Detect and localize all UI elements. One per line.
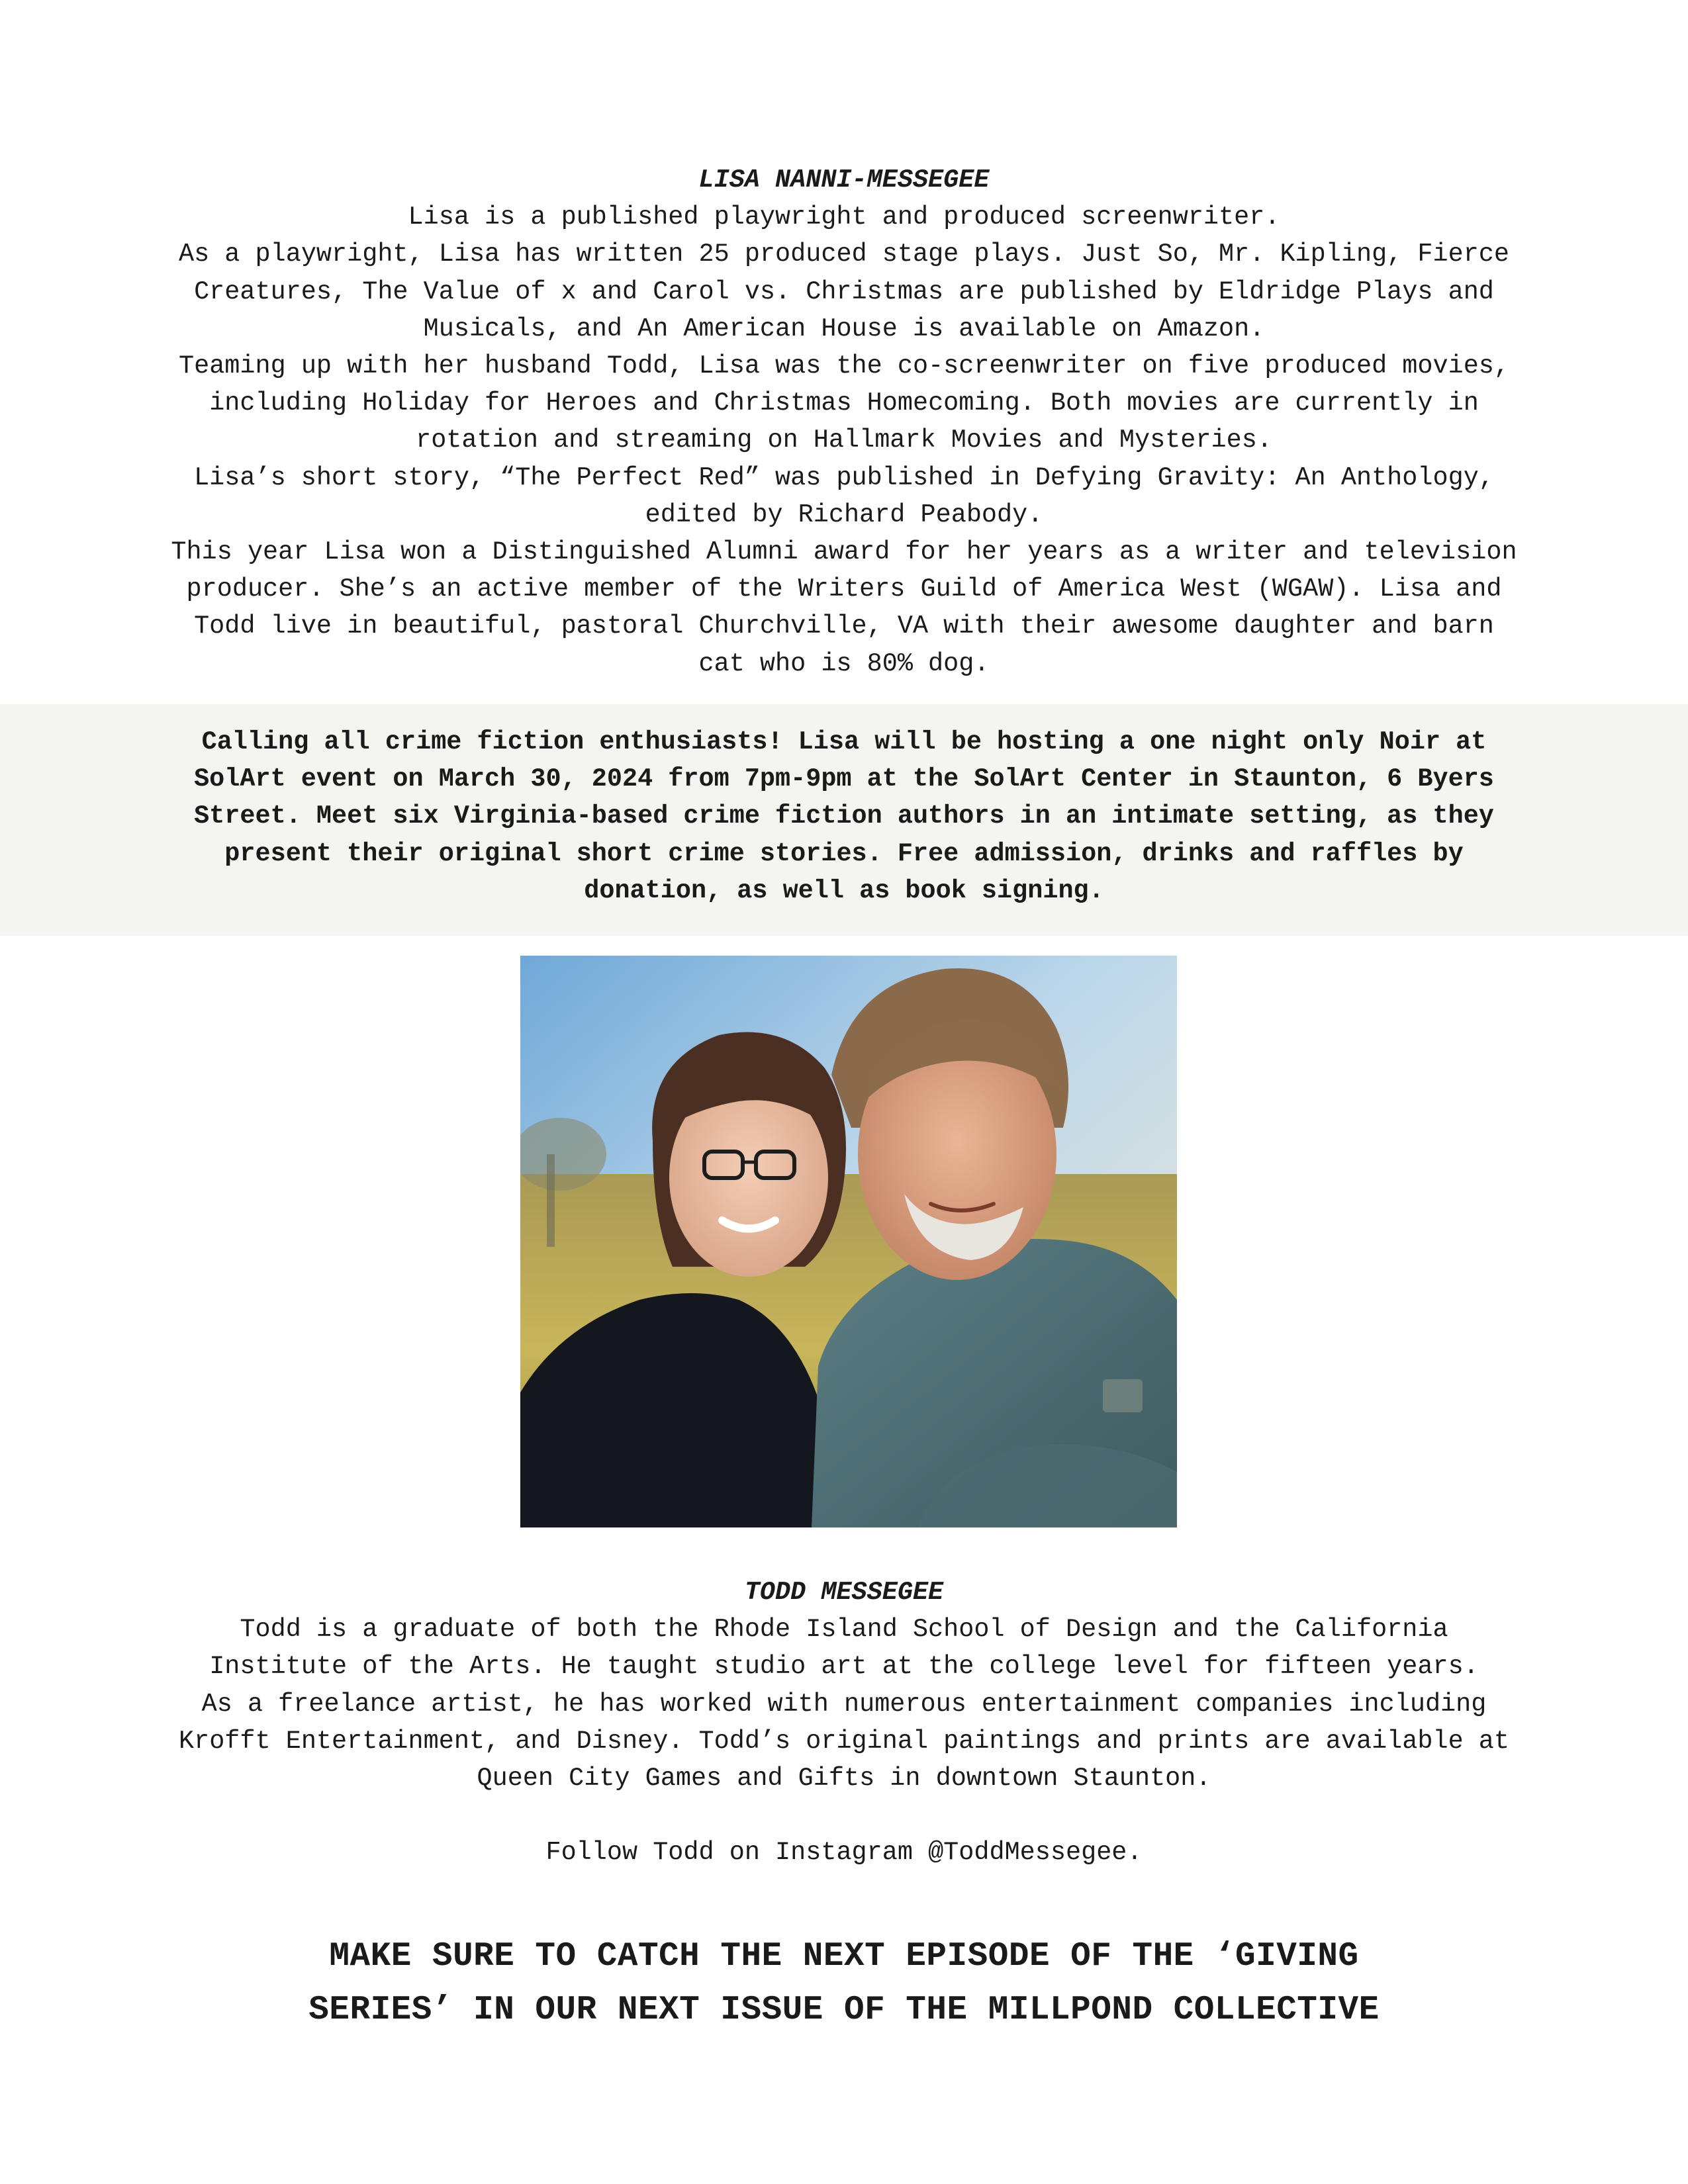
closing-line-1: MAKE SURE TO CATCH THE NEXT EPISODE OF THE ‘GIVING <box>329 1938 1359 1976</box>
todd-bio-paragraph-2: As a freelance artist, he has worked with numerous entertainment companies including Krofft Entertainment, and Disney. Todd’s original paintings and prints are available at Queen City Games and Gifts in downtown Staunton. <box>178 1689 1510 1794</box>
todd-name-heading: TODD MESSEGEE <box>744 1578 944 1607</box>
lisa-bio-section <box>165 161 1523 682</box>
lisa-bio-paragraph-2: As a playwright, Lisa has written 25 produced stage plays. Just So, Mr. Kipling, Fierce Creatures, The Value of x and Carol vs. Christmas are published by Eldridge Plays and Musicals, and An American House is available on Amazon. <box>178 240 1510 343</box>
couple-photo <box>520 956 1177 1527</box>
todd-bio-section <box>165 1574 1523 1871</box>
closing-line-2: SERIES’ IN OUR NEXT ISSUE OF THE MILLPOND COLLECTIVE <box>308 1991 1380 2029</box>
closing-announcement <box>132 1930 1556 2037</box>
todd-instagram-line: Follow Todd on Instagram @ToddMessegee. <box>545 1838 1143 1868</box>
event-announcement-text: Calling all crime fiction enthusiasts! Lisa will be hosting a one night only Noir at SolArt event on March 30, 2024 from 7pm-9pm at the SolArt Center in Staunton, 6 Byers Street. Meet six Virginia-based crime fiction authors in an intimate setting, as they present their original short crime stories. Free admission, drinks and raffles by donation, as well as book signing. <box>194 727 1494 905</box>
lisa-bio-paragraph-5: This year Lisa won a Distinguished Alumni award for her years as a writer and television producer. She’s an active member of the Writers Guild of America West (WGAW). Lisa and Todd live in beautiful, pastoral Churchville, VA with their awesome daughter and barn cat who is 80% dog. <box>171 537 1517 678</box>
todd-bio-paragraph-1: Todd is a graduate of both the Rhode Island School of Design and the California Institute of the Arts. He taught studio art at the college level for fifteen years. <box>209 1615 1479 1682</box>
lisa-bio-paragraph-4: Lisa’s short story, “The Perfect Red” was published in Defying Gravity: An Anthology, edited by Richard Peabody. <box>194 463 1494 529</box>
lisa-name-heading: LISA NANNI-MESSEGEE <box>698 165 990 195</box>
lisa-bio-paragraph-3: Teaming up with her husband Todd, Lisa was the co-screenwriter on five produced movies, including Holiday for Heroes and Christmas Homecoming. Both movies are currently in rotation and streaming on Hallmark Movies and Mysteries. <box>178 351 1510 455</box>
lisa-bio-paragraph-1: Lisa is a published playwright and produced screenwriter. <box>408 203 1280 232</box>
